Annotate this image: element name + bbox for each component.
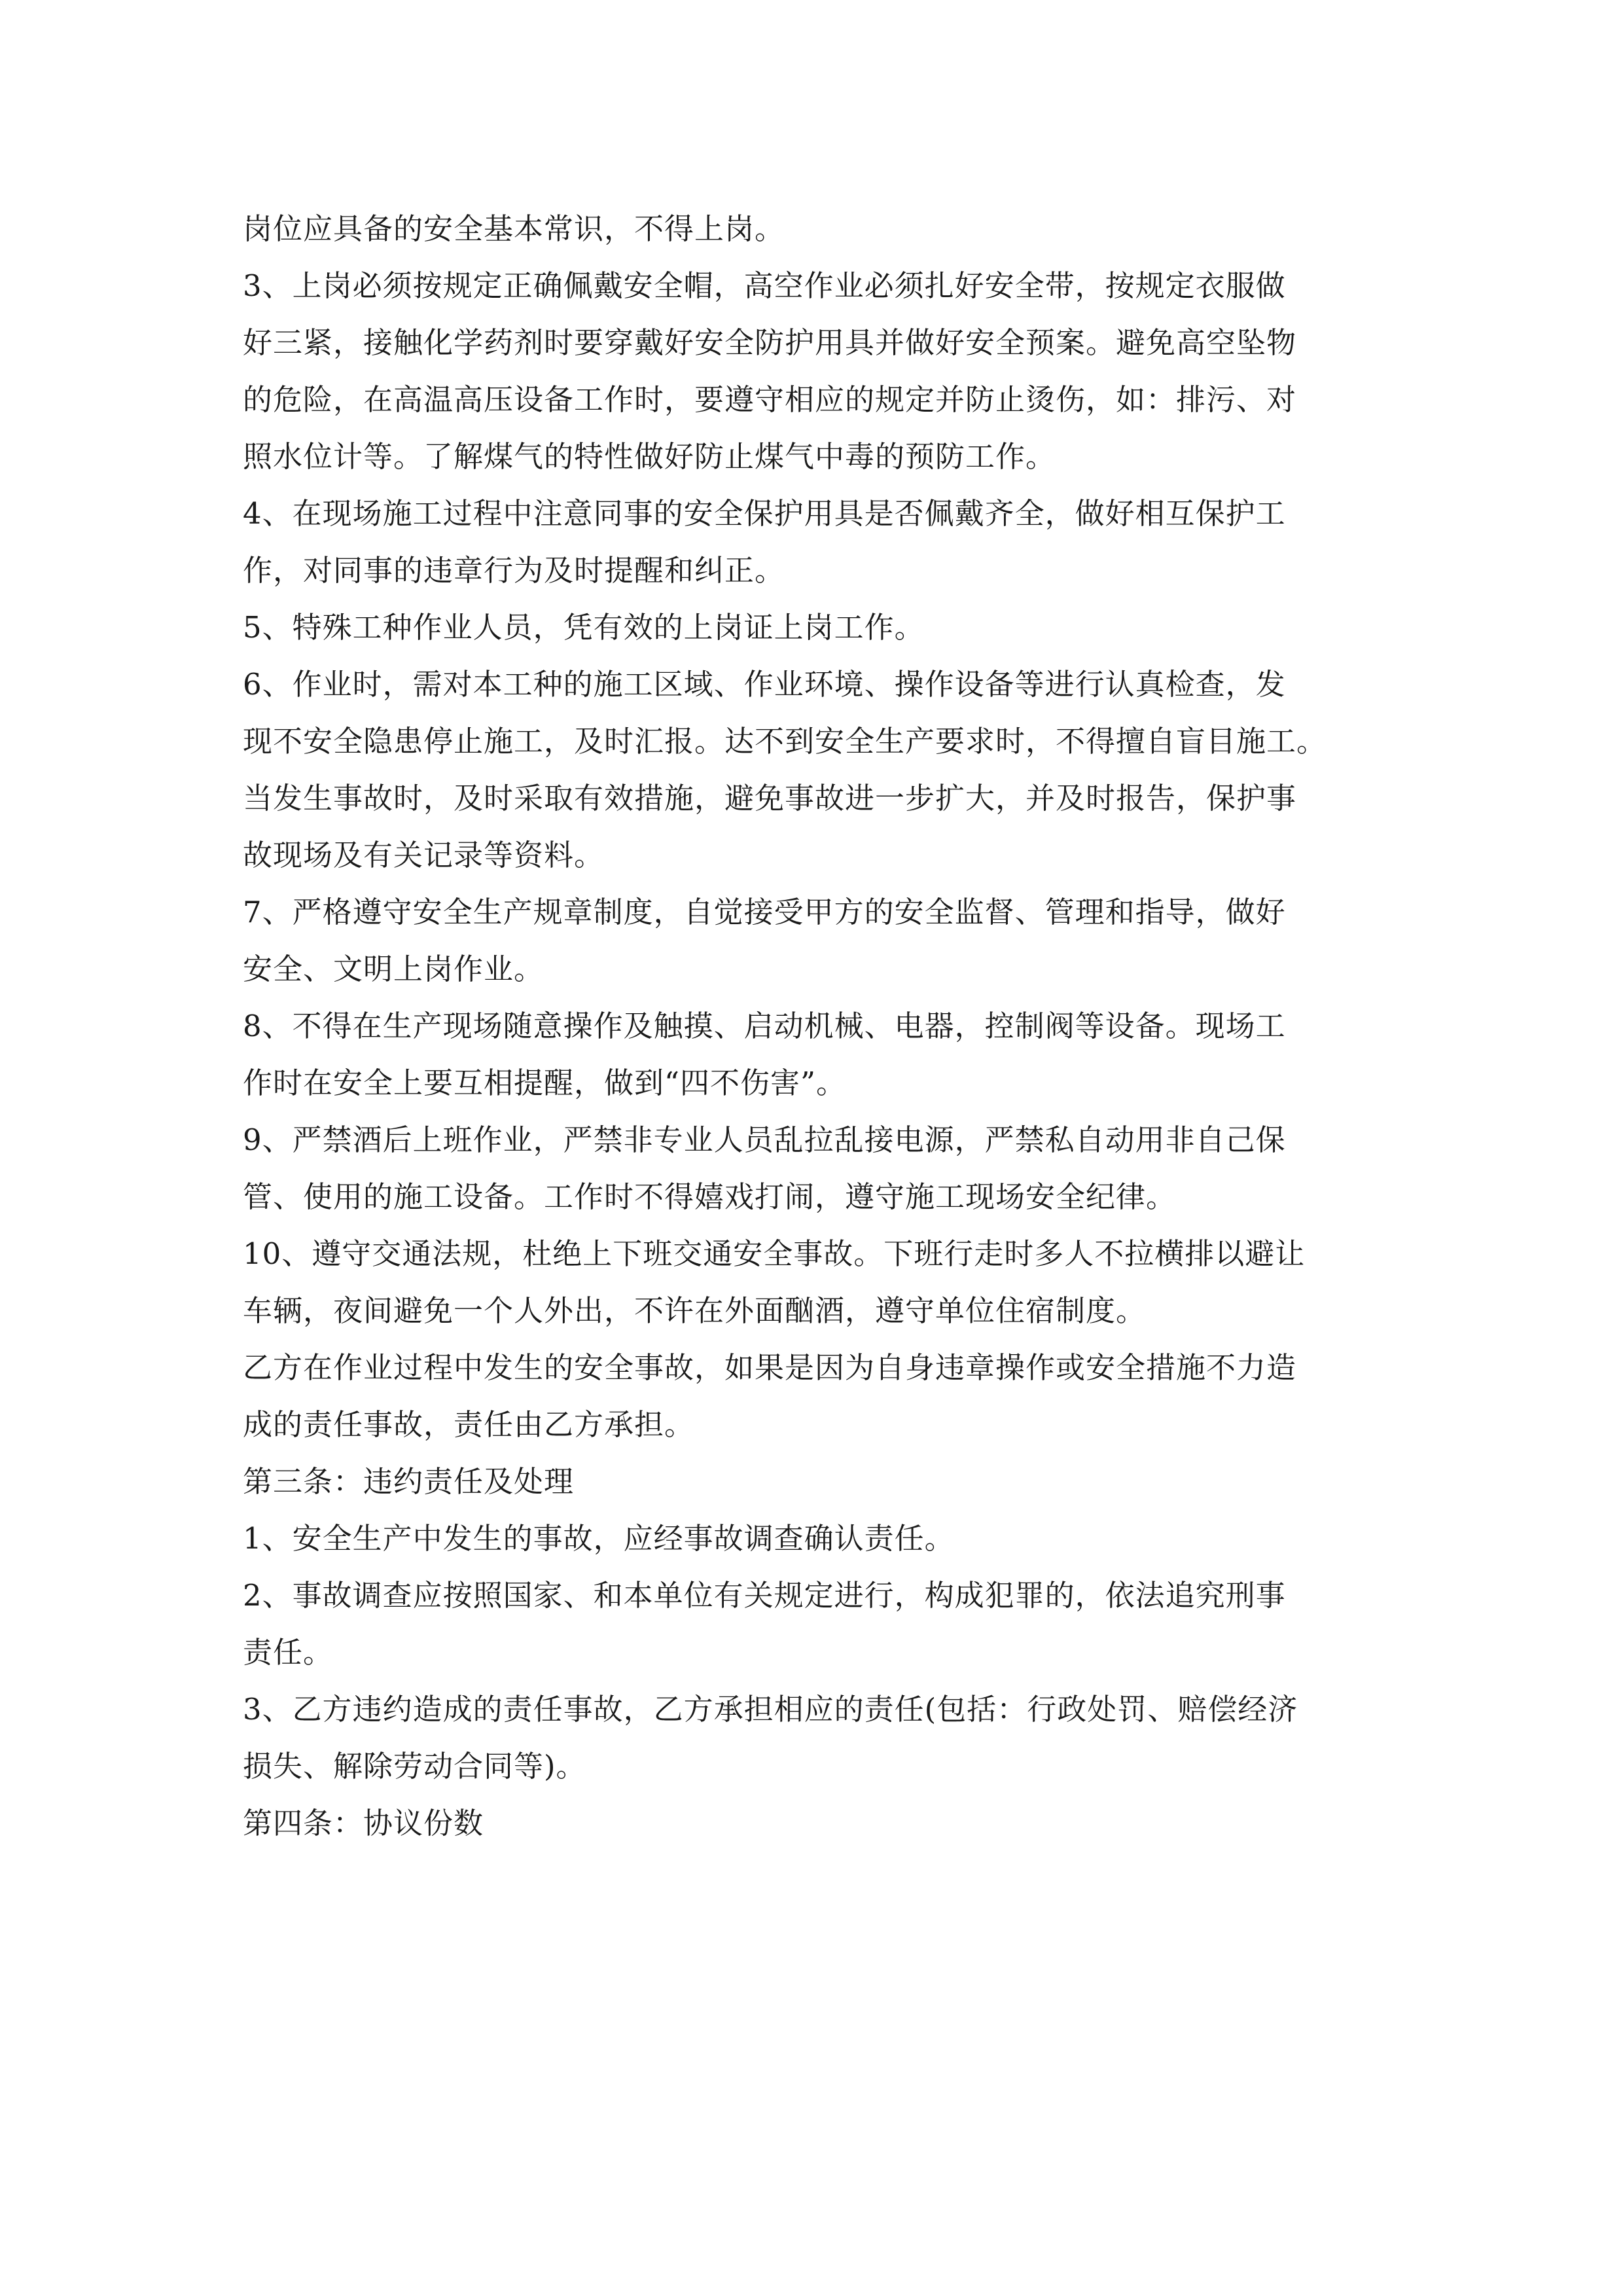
text-line: 乙方在作业过程中发生的安全事故，如果是因为自身违章操作或安全措施不力造 bbox=[243, 1350, 1297, 1385]
text-line: 1、安全生产中发生的事故，应经事故调查确认责任。 bbox=[243, 1521, 955, 1556]
text-line: 当发生事故时，及时采取有效措施，避免事故进一步扩大，并及时报告，保护事 bbox=[243, 781, 1297, 816]
text-line: 安全、文明上岗作业。 bbox=[243, 952, 544, 986]
text-line: 10、遵守交通法规，杜绝上下班交通安全事故。下班行走时多人不拉横排以避让 bbox=[243, 1236, 1306, 1271]
text-line: 7、严格遵守安全生产规章制度，自觉接受甲方的安全监督、管理和指导，做好 bbox=[243, 895, 1286, 929]
text-line: 的危险，在高温高压设备工作时，要遵守相应的规定并防止烫伤，如：排污、对 bbox=[243, 382, 1297, 417]
text-line: 2、事故调查应按照国家、和本单位有关规定进行，构成犯罪的，依法追究刑事 bbox=[243, 1578, 1286, 1613]
text-line: 4、在现场施工过程中注意同事的安全保护用具是否佩戴齐全，做好相互保护工 bbox=[243, 496, 1286, 531]
text-line: 6、作业时，需对本工种的施工区域、作业环境、操作设备等进行认真检查，发 bbox=[243, 667, 1286, 702]
text-line: 好三紧，接触化学药剂时要穿戴好安全防护用具并做好安全预案。避免高空坠物 bbox=[243, 325, 1297, 360]
text-line: 损失、解除劳动合同等)。 bbox=[243, 1749, 586, 1784]
text-line: 现不安全隐患停止施工，及时汇报。达不到安全生产要求时，不得擅自盲目施工。 bbox=[243, 724, 1327, 759]
text-line: 5、特殊工种作业人员，凭有效的上岗证上岗工作。 bbox=[243, 610, 925, 645]
text-line: 3、乙方违约造成的责任事故，乙方承担相应的责任(包括：行政处罚、赔偿经济 bbox=[243, 1692, 1298, 1727]
text-line: 9、严禁酒后上班作业，严禁非专业人员乱拉乱接电源，严禁私自动用非自己保 bbox=[243, 1122, 1286, 1157]
section-heading: 第三条：违约责任及处理 bbox=[243, 1464, 575, 1499]
text-line: 岗位应具备的安全基本常识，不得上岗。 bbox=[243, 211, 785, 246]
text-line: 作时在安全上要互相提醒，做到“四不伤害”。 bbox=[243, 1066, 847, 1100]
text-line: 8、不得在生产现场随意操作及触摸、启动机械、电器，控制阀等设备。现场工 bbox=[243, 1009, 1286, 1043]
text-line: 管、使用的施工设备。工作时不得嬉戏打闹，遵守施工现场安全纪律。 bbox=[243, 1179, 1177, 1214]
text-line: 故现场及有关记录等资料。 bbox=[243, 838, 605, 872]
text-line: 照水位计等。了解煤气的特性做好防止煤气中毒的预防工作。 bbox=[243, 439, 1056, 474]
section-heading: 第四条：协议份数 bbox=[243, 1806, 484, 1840]
document-body bbox=[243, 200, 1382, 1852]
text-line: 成的责任事故，责任由乙方承担。 bbox=[243, 1407, 695, 1442]
text-line: 责任。 bbox=[243, 1635, 334, 1670]
text-line: 作，对同事的违章行为及时提醒和纠正。 bbox=[243, 553, 785, 588]
text-line: 3、上岗必须按规定正确佩戴安全帽，高空作业必须扎好安全带，按规定衣服做 bbox=[243, 268, 1286, 303]
text-line: 车辆，夜间避免一个人外出，不许在外面酗酒，遵守单位住宿制度。 bbox=[243, 1293, 1147, 1328]
